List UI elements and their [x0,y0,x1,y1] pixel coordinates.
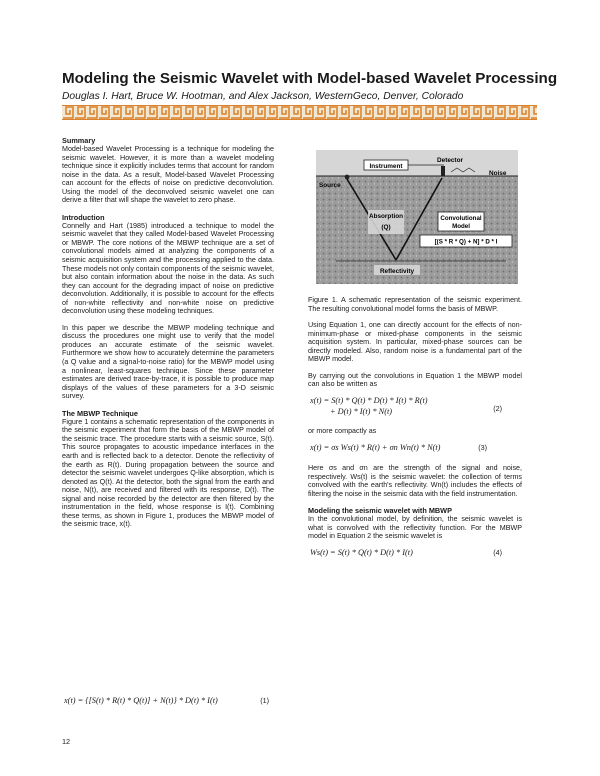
right-para-3: or more compactly as [308,427,377,436]
right-para-2: By carrying out the convolutions in Equation 1 the MBWP model can also be written as [308,371,522,389]
figure-caption: Figure 1. A schematic representation of the seismic experiment. The resulting convolutional model forms the basis of MBWP. [308,296,522,313]
equation-2-number: (2) [493,403,502,413]
detector-label: Detector [437,157,463,164]
right-para-4: Here σs and σn are the strength of the signal and noise, respectively. Ws(t) is the seismic wavelet: the collection of terms convolved with the earth's reflectivity. Wn(t) includes the effects of filtering the noise in the seismic data with the field instrumentation. [308,464,522,498]
reflectivity-label: Reflectivity [379,268,415,275]
sky-band [316,150,518,176]
conv-model-label-2: Model [452,223,470,230]
intro-text-2: In this paper we describe the MBWP modeling technique and discuss the procedures one might use to verify that the model produces an accurate estimate of the seismic wavelet. Furthermore we show how to accurately determine the parameters (a Q value and a signal-to-noise ratio) for the MBWP model using a nonlinear, least-squares technique. Since these parameter estimates are derived trace-by-trace, it is possible to produce map displays of the values of these parameters for a 3-D seismic survey. [62,323,274,401]
seismic-experiment-figure [316,150,518,284]
q-label: (Q) [381,224,391,231]
equation-1 [64,696,269,705]
paper-authors: Douglas I. Hart, Bruce W. Hootman, and Alex Jackson, WesternGeco, Denver, Colorado [62,91,464,102]
technique-heading: The MBWP Technique [62,408,138,418]
formula-label: [(S * R * Q) + N] * D * I [434,238,498,246]
equation-1-number: (1) [260,696,269,705]
summary-heading: Summary [62,136,96,145]
source-label: Source [319,182,341,189]
right-para-1: Using Equation 1, one can directly account for the effects of non-minimum-phase or mixed-phase components in the seismic acquisition system. In particular, mixed-phase sources can be directly modeled. Also, random noise is a fundamental part of the MBWP model. [308,321,522,364]
instrument-label: Instrument [369,163,403,170]
equation-3 [310,444,522,453]
page-number: 12 [62,737,71,746]
absorption-label: Absorption [368,213,404,220]
section-heading: Modeling the seismic wavelet with MBWP [308,506,452,516]
technique-text: Figure 1 contains a schematic representation of the components in the seismic experiment that form the basis of the MBWP model of the seismic trace. The procedure starts with a seismic source, S(t). This source propagates to acoustic impedance interfaces in the earth and is reflected back to a detector. Denote the reflectivity of the earth as R(t). During propagation between the source and detector the seismic wavelet undergoes Q-like absorption, which is denoted as Q(t). At the detector, both the signal from the earth and noise, N(t), are received and filtered with its response, D(t). The signal and noise recorded by the detector are then filtered by the instrumentation in the field, whose response is I(t). Combining these terms, as shown in Figure 1, produces the MBWP model of the seismic trace, x(t). [62,417,274,529]
equation-3-body: x(t) = σs Ws(t) * R(t) + σn Wn(t) * N(t) [310,442,441,452]
noise-label: Noise [489,170,507,177]
paper-title: Modeling the Seismic Wavelet with Model-based Wavelet Processing [62,70,558,87]
equation-2-line-1: x(t) = S(t) * Q(t) * D(t) * I(t) * R(t) [310,395,428,405]
equation-2 [310,397,522,417]
greek-key-border [62,105,537,120]
intro-heading: Introduction [62,212,105,222]
equation-1-body: x(t) = {[S(t) * R(t) * Q(t)] + N(t)} * D(t) * I(t) [64,696,218,705]
equation-4-number: (4) [493,547,502,557]
equation-4-body: Ws(t) = S(t) * Q(t) * D(t) * I(t) [310,547,413,557]
conv-model-label-1: Convolutional [440,215,482,222]
summary-text: Model-based Wavelet Processing is a technique for modeling the seismic wavelet. However, it is more than a wavelet modeling technique since it explicitly includes terms that account for random noise in the data. As a result, Model-based Wavelet Processing can account for the effects of noise on predictive deconvolution. Using the model of the deconvolved seismic wavelet one can derive a filter that will shape the wavelet to zero phase. [62,145,274,205]
equation-3-number: (3) [478,442,487,452]
equation-2-line-2: + D(t) * I(t) * N(t) [330,407,393,417]
equation-4 [310,549,522,558]
intro-text-1: Connelly and Hart (1985) introduced a technique to model the seismic wavelet that they called Model-based Wavelet Processing or MBWP. The core notions of the MBWP technique are a set of convolutional models aimed at analyzing the components of a seismic acquisition system and the processing applied to the data. These models not only contain components of the seismic wavelet, but also contain information about the noise in the data. As such they can account for the degrading impact of noise on predictive deconvolution. Additionally, it is possible to account for the effects of non-white reflectivity and non-white noise on predictive deconvolution using these modeling techniques. [62,221,274,316]
left-column [62,136,274,537]
right-column [308,296,522,557]
right-para-5: In the convolutional model, by definition, the seismic wavelet is what is convolved with the reflectivity function. For the MBWP model in Equation 2 the seismic wavelet is [308,515,522,541]
